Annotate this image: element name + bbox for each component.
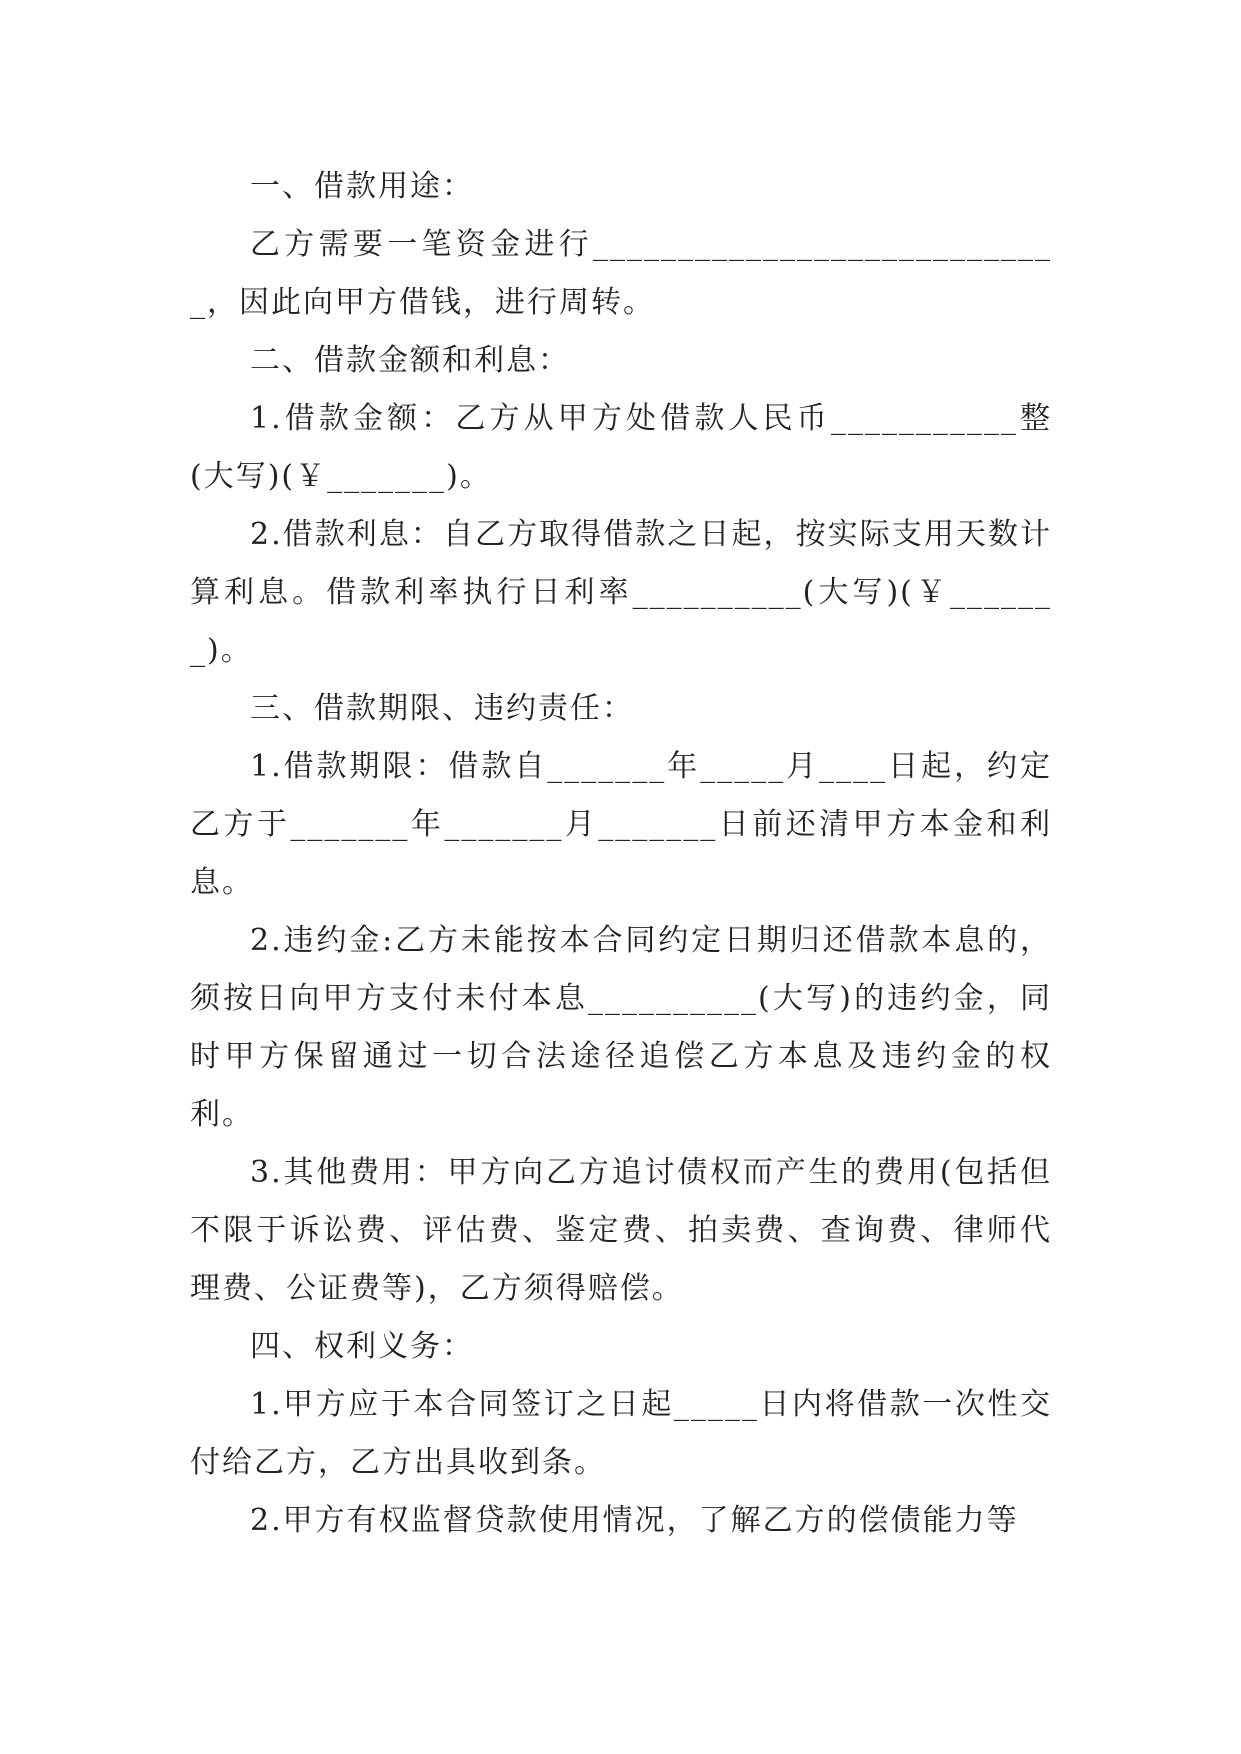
document-page — [190, 158, 1052, 1550]
penalty-clause: 2.违约金:乙方未能按本合同约定日期归还借款本息的，须按日向甲方支付未付本息__________(大写)的违约金，同时甲方保留通过一切合法途径追偿乙方本息及违约金的权利。 — [190, 923, 1052, 1132]
other-fees-clause: 3.其他费用：甲方向乙方追讨债权而产生的费用(包括但不限于诉讼费、评估费、鉴定费、拍卖费、查询费、律师代理费、公证费等)，乙方须得赔偿。 — [190, 1155, 1052, 1306]
loan-interest-clause: 2.借款利息：自乙方取得借款之日起，按实际支用天数计算利息。借款利率执行日利率__________(大写)(￥_______)。 — [190, 517, 1052, 668]
loan-term-clause: 1.借款期限：借款自_______年_____月____日起，约定乙方于_______年_______月_______日前还清甲方本金和利息。 — [190, 749, 1052, 900]
delivery-clause: 1.甲方应于本合同签订之日起_____日内将借款一次性交付给乙方，乙方出具收到条。 — [190, 1387, 1052, 1480]
purpose-paragraph: 乙方需要一笔资金进行____________________________，因此向甲方借钱，进行周转。 — [190, 227, 1052, 320]
section-heading-term-liability: 三、借款期限、违约责任： — [250, 691, 634, 726]
loan-amount-clause: 1.借款金额：乙方从甲方处借款人民币___________整(大写)(￥_______)。 — [190, 401, 1052, 494]
section-heading-amount-interest: 二、借款金额和利息： — [250, 343, 570, 378]
section-heading-rights-obligations: 四、权利义务： — [250, 1329, 474, 1364]
supervision-clause: 2.甲方有权监督贷款使用情况，了解乙方的偿债能力等 — [250, 1503, 1019, 1538]
section-heading-purpose: 一、借款用途： — [250, 169, 474, 204]
